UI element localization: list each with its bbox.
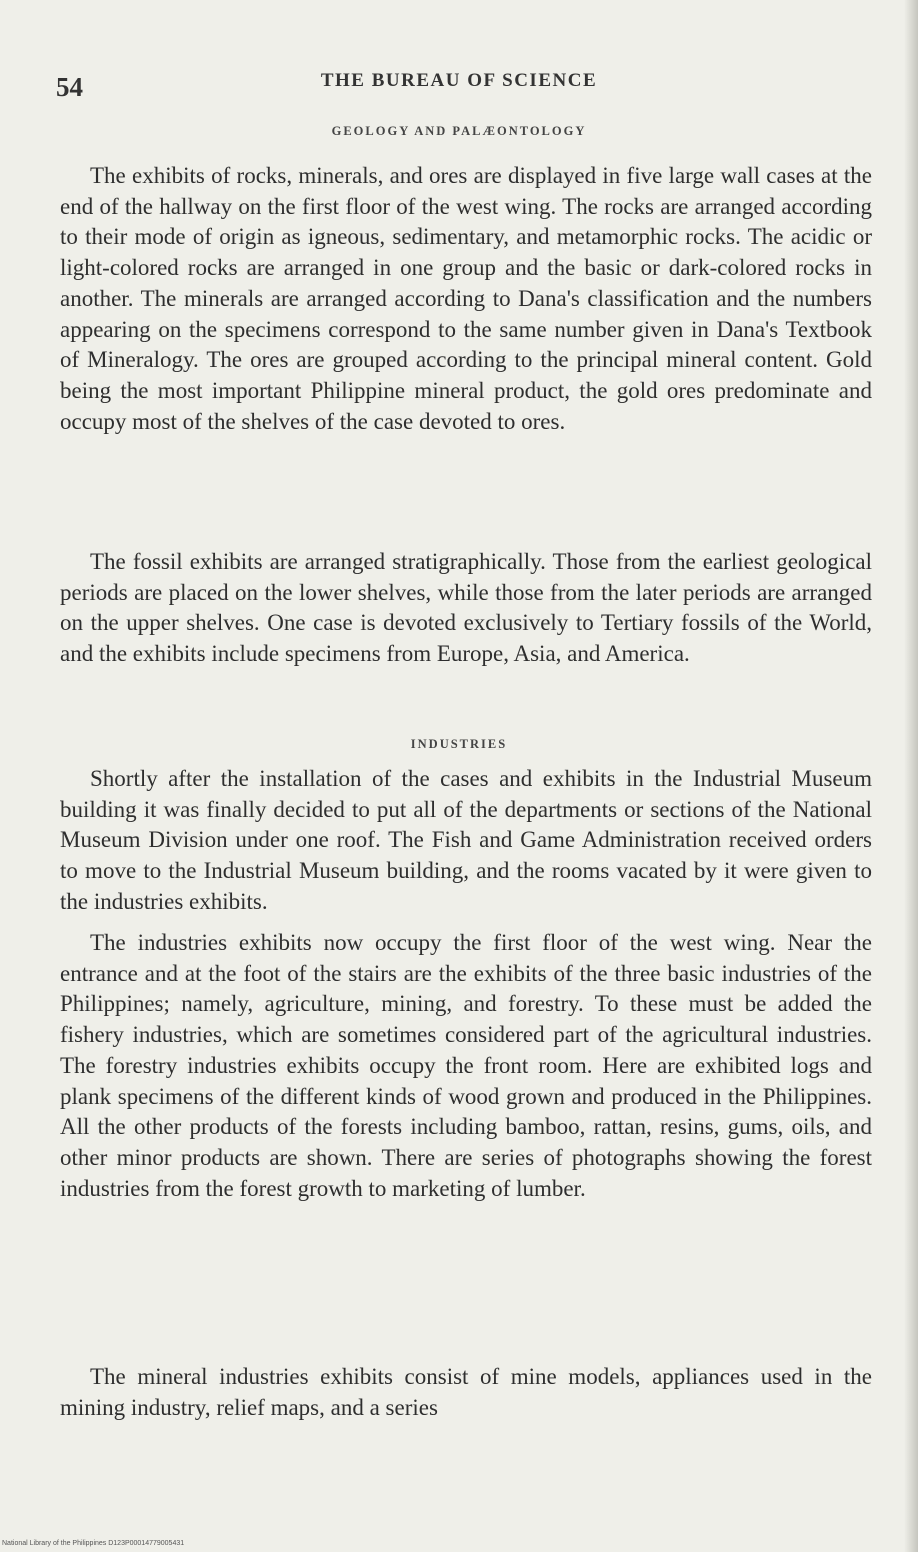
paragraph-industries-exhibits: The industries exhibits now occupy the first floor of the west wing. Near the entrance and at the foot of the stairs are the exhibits of the three basic industries of the Philippines; namely, agriculture, mining, and forestry. To these must be added the fishery industries, which are sometimes considered part of the agricultural industries. The forestry industries exhibits occupy the front room. Here are exhibited logs and plank specimens of the different kinds of wood grown and produced in the Philippines. All the other products of the forests including bamboo, rattan, resins, gums, oils, and other minor products are shown. There are series of photographs showing the forest industries from the forest growth to marketing of lumber.	[60, 930, 872, 1201]
paragraph-fossil-exhibits: The fossil exhibits are arranged stratigraphically. Those from the earliest geological periods are placed on the lower shelves, while those from the later periods are arranged on the upper shelves. One case is devoted exclusively to Tertiary fossils of the World, and the exhibits include specimens from Europe, Asia, and America.	[60, 549, 872, 667]
section-heading-industries: INDUSTRIES	[410, 737, 508, 751]
page-edge-shadow	[904, 0, 918, 1552]
library-footer: National Library of the Philippines D123P00014779005431	[2, 1540, 185, 1547]
paragraph-mineral-industries: The mineral industries exhibits consist of mine models, appliances used in the mining industry, relief maps, and a series	[60, 1364, 872, 1420]
running-title: THE BUREAU OF SCIENCE	[320, 70, 598, 91]
paragraph-rocks-minerals-ores: The exhibits of rocks, minerals, and ores are displayed in five large wall cases at the end of the hallway on the first floor of the west wing. The rocks are arranged according to their mode of origin as igneous, sedimentary, and metamorphic rocks. The acidic or light-colored rocks are arranged in one group and the basic or dark-colored rocks in another. The minerals are arranged according to Dana's classification and the numbers appearing on the specimens correspond to the same number given in Dana's Textbook of Mineralogy. The ores are grouped according to the principal mineral content. Gold being the most important Philippine mineral product, the gold ores predominate and occupy most of the shelves of the case devoted to ores.	[60, 163, 872, 434]
paragraph-industrial-museum: Shortly after the installation of the cases and exhibits in the Industrial Museum building it was finally decided to put all of the departments or sections of the National Museum Division under one roof. The Fish and Game Administration received orders to move to the Industrial Museum building, and the rooms vacated by it were given to the industries exhibits.	[60, 766, 872, 914]
section-heading-geology: GEOLOGY AND PALÆONTOLOGY	[331, 124, 587, 138]
page-number: 54	[56, 72, 83, 102]
